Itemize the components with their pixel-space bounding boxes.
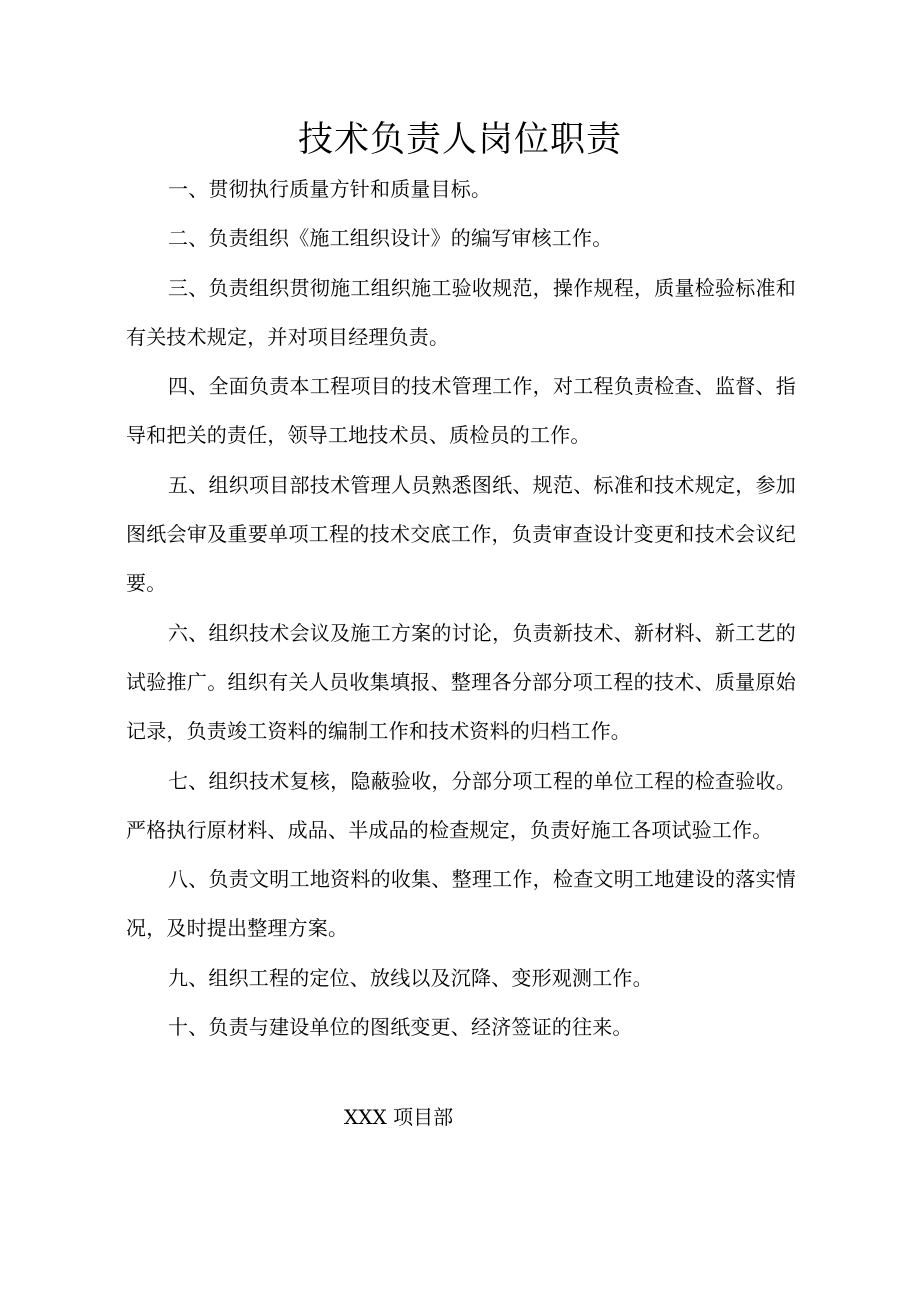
duty-paragraph-5: 五、组织项目部技术管理人员熟悉图纸、规范、标准和技术规定，参加图纸会审及重要单项工程的技术交底工作，负责审查设计变更和技术会议纪要。 [126,472,796,596]
duty-paragraph-9: 九、组织工程的定位、放线以及沉降、变形观测工作。 [168,965,653,990]
duty-paragraph-8: 八、负责文明工地资料的收集、整理工作，检查文明工地建设的落实情况，及时提出整理方案。 [126,867,796,941]
duty-paragraph-6: 六、组织技术会议及施工方案的讨论，负责新技术、新材料、新工艺的试验推广。组织有关人员收集填报、整理各分部分项工程的技术、质量原始记录，负责竣工资料的编制工作和技术资料的归档工作。 [126,620,796,744]
document-body [126,165,796,1052]
duty-paragraph-2: 二、负责组织《施工组织设计》的编写审核工作。 [168,226,613,251]
duty-paragraph-1: 一、贯彻执行质量方针和质量目标。 [168,177,492,201]
signature-department: XXX 项目部 [344,1105,454,1129]
duty-paragraph-4: 四、全面负责本工程项目的技术管理工作，对工程负责检查、监督、指导和把关的责任，领导工地技术员、质检员的工作。 [126,374,796,448]
duty-paragraph-3: 三、负责组织贯彻施工组织施工验收规范，操作规程，质量检验标准和有关技术规定，并对项目经理负责。 [126,275,796,349]
duty-paragraph-10: 十、负责与建设单位的图纸变更、经济签证的往来。 [168,1015,633,1040]
document-title: 技术负责人岗位职责 [297,120,622,160]
duty-paragraph-7: 七、组织技术复核，隐蔽验收，分部分项工程的单位工程的检查验收。严格执行原材料、成品、半成品的检查规定，负责好施工各项试验工作。 [126,768,796,842]
